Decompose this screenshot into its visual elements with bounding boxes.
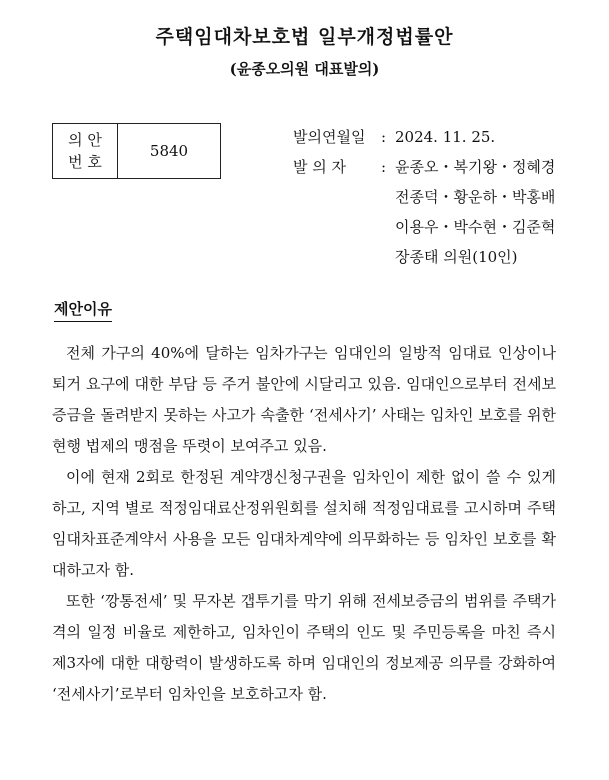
- bill-number-label: [53, 124, 118, 179]
- date-row: [293, 122, 555, 152]
- bill-number-box: [52, 123, 221, 179]
- proposer-line: 이용우・박수현・김준혁: [395, 218, 556, 236]
- date-value: 2024. 11. 25.: [395, 128, 496, 146]
- bill-number-value: 5840: [118, 124, 221, 179]
- proposer-separator: :: [381, 158, 387, 176]
- date-separator: :: [381, 128, 387, 146]
- proposer-line: 장종태 의원(10인): [395, 248, 518, 266]
- proposer-row: [293, 182, 555, 212]
- section-heading: 제안이유: [54, 298, 112, 322]
- proposer-label: 발 의 자: [293, 158, 347, 176]
- proposer-row: [293, 152, 555, 182]
- bill-meta: [293, 122, 555, 272]
- proposal-reason-body: [52, 338, 556, 710]
- date-label: 발의연월일: [293, 128, 366, 146]
- proposer-line: 전종덕・황운하・박홍배: [395, 188, 556, 206]
- proposer-row: [293, 212, 555, 242]
- proposer-line: 윤종오・복기왕・정혜경: [395, 158, 556, 176]
- bill-number-label-line2: 번 호: [68, 153, 102, 171]
- paragraph: 또한 ‘깡통전세’ 및 무자본 갭투기를 막기 위해 전세보증금의 범위를 주택가격의 일정 비율로 제한하고, 임차인이 주택의 인도 및 주민등록을 마친 즉시 제3자에 대한 대항력이 발생하도록 하며 임대인의 정보제공 의무를 강화하여 ‘전세사기’로부터 임차인을 보호하고자 함.: [52, 592, 556, 703]
- document-subtitle: (윤종오의원 대표발의): [229, 60, 380, 78]
- proposer-row: [293, 242, 555, 272]
- paragraph: 이에 현재 2회로 한정된 계약갱신청구권을 임차인이 제한 없이 쓸 수 있게 하고, 지역 별로 적정임대료산정위원회를 설치해 적정임대료를 고시하며 주택임대차표준계약서 사용을 모든 임대차계약에 의무화하는 등 임차인 보호를 확대하고자 함.: [52, 468, 556, 579]
- document-title: 주택임대차보호법 일부개정법률안: [155, 26, 454, 48]
- paragraph: 전체 가구의 40%에 달하는 임차가구는 임대인의 일방적 임대료 인상이나 퇴거 요구에 대한 부담 등 주거 불안에 시달리고 있음. 임대인으로부터 전세보증금을 돌려받지 못하는 사고가 속출한 ‘전세사기’ 사태는 임차인 보호를 위한 현행 법제의 맹점을 뚜렷이 보여주고 있음.: [52, 344, 556, 455]
- bill-number-label-line1: 의 안: [68, 131, 102, 149]
